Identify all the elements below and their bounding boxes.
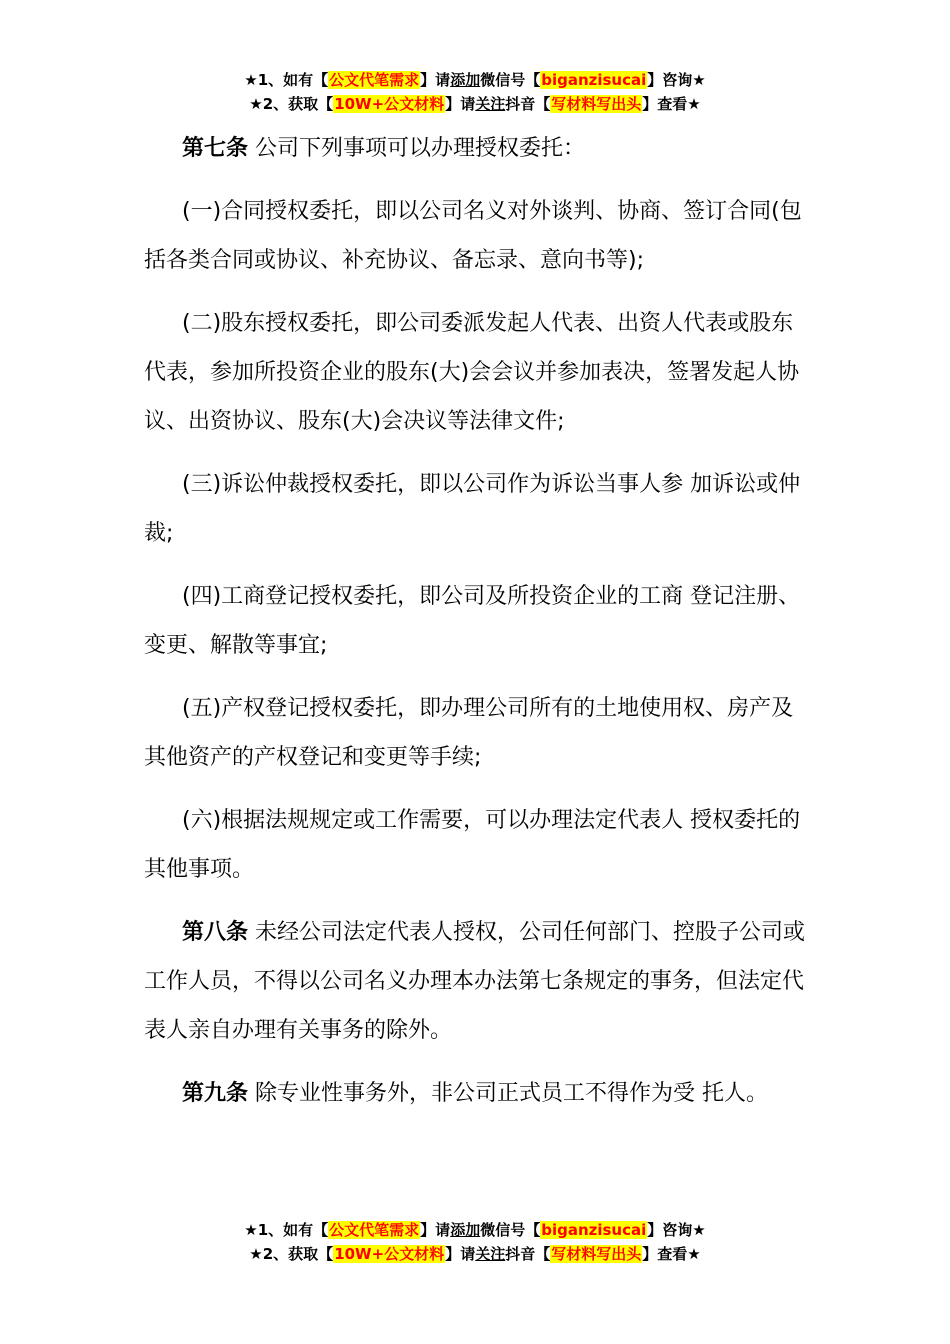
footer-underline-follow: 关注 — [475, 1245, 506, 1263]
article-8 — [144, 908, 814, 1055]
banner-line-1-mid2: 微信号【 — [480, 71, 541, 89]
footer-line-2-mid: 】请 — [445, 1245, 476, 1263]
article-7-item-3: (三)诉讼仲裁授权委托，即以公司作为诉讼当事人参 加诉讼或仲裁; — [144, 472, 801, 546]
footer-line-1-mid: 】请 — [420, 1221, 451, 1239]
banner-highlight-service: 公文代笔需求 — [329, 71, 420, 89]
banner-highlight-wechat-id: biganzisucai — [541, 71, 647, 89]
article-7-item-5: (五)产权登记授权委托，即办理公司所有的土地使用权、房产及其他资产的产权登记和变更等手续; — [144, 696, 794, 770]
banner-line-2 — [0, 92, 950, 116]
banner-line-2-mid2: 抖音【 — [505, 95, 551, 113]
article-8-label: 第八条 — [182, 920, 249, 945]
article-7-text: 公司下列事项可以办理授权委托： — [248, 136, 586, 161]
article-9-text: 除专业性事务外，非公司正式员工不得作为受 托人。 — [248, 1081, 769, 1106]
banner-underline-add: 添加 — [450, 71, 481, 89]
article-7-item-1: (一)合同授权委托，即以公司名义对外谈判、协商、签订合同(包括各类合同或协议、补充协议、备忘录、意向书等); — [144, 199, 802, 273]
document-body — [144, 124, 814, 1132]
footer-line-1-suffix: 】咨询★ — [647, 1221, 706, 1239]
footer-banner — [0, 1218, 950, 1266]
footer-highlight-service: 公文代笔需求 — [329, 1221, 420, 1239]
banner-underline-follow: 关注 — [475, 95, 506, 113]
article-7-item-4: (四)工商登记授权委托，即公司及所投资企业的工商 登记注册、变更、解散等事宜; — [144, 584, 801, 658]
banner-line-1-mid: 】请 — [420, 71, 451, 89]
footer-line-1-mid2: 微信号【 — [480, 1221, 541, 1239]
footer-line-1-prefix: ★1、如有【 — [244, 1221, 329, 1239]
banner-highlight-materials: 10W+公文材料 — [334, 95, 445, 113]
article-7-item-2: (二)股东授权委托，即公司委派发起人代表、出资人代表或股东代表，参加所投资企业的股东(大)会会议并参加表决，签署发起人协议、出资协议、股东(大)会决议等法律文件; — [144, 311, 800, 434]
footer-highlight-douyin-account: 写材料写出头 — [551, 1245, 642, 1263]
article-7-item-6: (六)根据法规规定或工作需要，可以办理法定代表人 授权委托的其他事项。 — [144, 808, 801, 882]
banner-highlight-douyin-account: 写材料写出头 — [551, 95, 642, 113]
footer-line-2-mid2: 抖音【 — [505, 1245, 551, 1263]
banner-line-1-prefix: ★1、如有【 — [244, 71, 329, 89]
banner-line-1-suffix: 】咨询★ — [647, 71, 706, 89]
banner-line-2-suffix: 】查看★ — [642, 95, 701, 113]
banner-line-2-prefix: ★2、获取【 — [249, 95, 334, 113]
article-7-label: 第七条 — [182, 136, 249, 161]
article-8-text: 未经公司法定代表人授权，公司任何部门、控股子公司或工作人员，不得以公司名义办理本办法第七条规定的事务，但法定代表人亲自办理有关事务的除外。 — [144, 920, 806, 1043]
footer-highlight-materials: 10W+公文材料 — [334, 1245, 445, 1263]
footer-banner-line-2 — [0, 1242, 950, 1266]
footer-line-2-prefix: ★2、获取【 — [249, 1245, 334, 1263]
article-9-label: 第九条 — [182, 1081, 249, 1106]
banner-line-1 — [0, 68, 950, 92]
footer-highlight-wechat-id: biganzisucai — [541, 1221, 647, 1239]
article-7 — [144, 124, 814, 173]
banner-line-2-mid: 】请 — [445, 95, 476, 113]
footer-underline-add: 添加 — [450, 1221, 481, 1239]
header-banner — [0, 68, 950, 116]
article-9 — [144, 1069, 814, 1118]
footer-line-2-suffix: 】查看★ — [642, 1245, 701, 1263]
footer-banner-line-1 — [0, 1218, 950, 1242]
